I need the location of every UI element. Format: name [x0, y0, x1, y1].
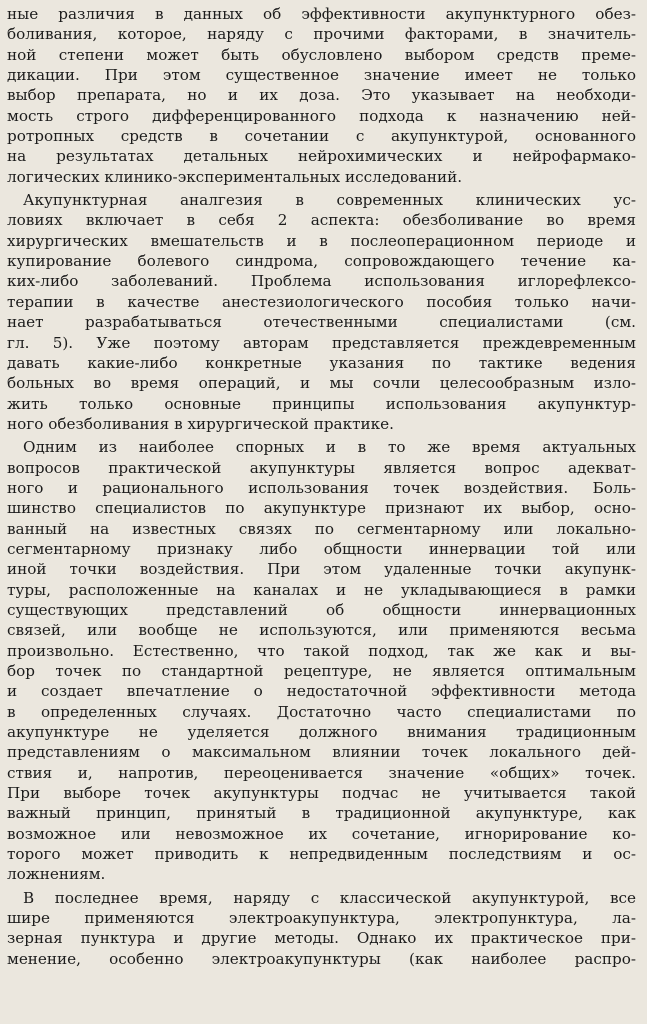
paragraph [7, 437, 636, 885]
text-line: важный принцип, принятый в традиционной акупунктуре, как [7, 804, 636, 823]
text-line: В последнее время, наряду с классической акупунктурой, все [23, 888, 636, 907]
text-line: терапии в качестве анестезиологического пособия только начи- [7, 292, 636, 311]
text-line: ного обезболивания в хирургической практике. [7, 414, 394, 433]
text-line: ловиях включает в себя 2 аспекта: обезболивание во время [7, 211, 636, 230]
text-line: бор точек по стандартной рецептуре, не является оптимальным [7, 662, 636, 680]
text-line: зерная пунктура и другие методы. Однако их практическое при- [7, 929, 636, 948]
text-line: гл. 5). Уже поэтому авторам представляется преждевременным [7, 333, 636, 352]
text-line: При выборе точек акупунктуры подчас не учитывается такой [7, 784, 636, 803]
text-line: ких-либо заболеваний. Проблема использования иглорефлексо- [7, 272, 636, 291]
text-line: на результатах детальных нейрохимических и нейрофармако- [7, 147, 636, 166]
text-line: Одним из наиболее спорных и в то же время актуальных [23, 438, 636, 457]
text-line: сегментарному признаку либо общности иннервации той или [7, 539, 636, 558]
text-line: жить только основные принципы использования акупунктур- [7, 394, 636, 413]
paragraph [7, 4, 636, 187]
text-line: Акупунктурная аналгезия в современных клинических ус- [23, 191, 636, 210]
text-line: представлениям о максимальном влиянии точек локального дей- [7, 743, 636, 762]
text-line: ложнениям. [7, 865, 106, 884]
text-line: больных во время операций, и мы сочли целесообразным изло- [7, 374, 636, 393]
text-body [7, 4, 636, 969]
text-line: ванный на известных связях по сегментарному или локально- [7, 519, 636, 538]
text-line: ные различия в данных об эффективности акупунктурного обез- [7, 5, 636, 23]
text-line: существующих представлений об общности иннервационных [7, 600, 636, 619]
text-line: шире применяются электроакупунктура, электропунктура, ла- [7, 909, 636, 928]
text-line: акупунктуре не уделяется должного внимания традиционным [7, 723, 636, 742]
text-line: возможное или невозможное их сочетание, игнорирование ко- [7, 824, 636, 843]
text-line: дикации. При этом существенное значение имеет не только [7, 66, 636, 85]
text-line: давать какие-либо конкретные указания по тактике ведения [7, 353, 636, 372]
text-line: логических клинико-экспериментальных исследований. [7, 167, 463, 186]
text-line: мость строго дифференцированного подхода к назначению ней- [7, 106, 636, 125]
text-line: боливания, которое, наряду с прочими факторами, в значитель- [7, 25, 636, 44]
text-line: торого может приводить к непредвиденным последствиям и ос- [7, 845, 636, 864]
text-line: произвольно. Естественно, что такой подход, так же как и вы- [7, 641, 636, 660]
text-line: шинство специалистов по акупунктуре признают их выбор, осно- [7, 499, 636, 518]
text-line: вопросов практической акупунктуры является вопрос адекват- [7, 458, 636, 477]
text-line: ной степени может быть обусловлено выбором средств преме- [7, 45, 636, 64]
text-line: и создает впечатление о недостаточной эффективности метода [7, 682, 636, 701]
text-line: нает разрабатываться отечественными специалистами (см. [7, 313, 636, 332]
text-line: туры, расположенные на каналах и не укладывающиеся в рамки [7, 580, 636, 599]
paragraph [7, 190, 636, 434]
text-line: ротропных средств в сочетании с акупунктурой, основанного [7, 127, 636, 146]
text-line: ствия и, напротив, переоценивается значение «общих» точек. [7, 763, 636, 782]
text-line: купирование болевого синдрома, сопровождающего течение ка- [7, 252, 636, 271]
text-line: выбор препарата, но и их доза. Это указывает на необходи- [7, 86, 636, 105]
paragraph [7, 888, 636, 969]
text-line: в определенных случаях. Достаточно часто специалистами по [7, 702, 636, 721]
text-line: связей, или вообще не используются, или применяются весьма [7, 621, 636, 640]
text-line: ного и рационального использования точек воздействия. Боль- [7, 478, 636, 497]
text-line: иной точки воздействия. При этом удаленные точки акупунк- [7, 560, 636, 579]
text-line: хирургических вмешательств и в послеоперационном периоде и [7, 231, 636, 250]
text-line: менение, особенно электроакупунктуры (как наиболее распро- [7, 949, 636, 968]
